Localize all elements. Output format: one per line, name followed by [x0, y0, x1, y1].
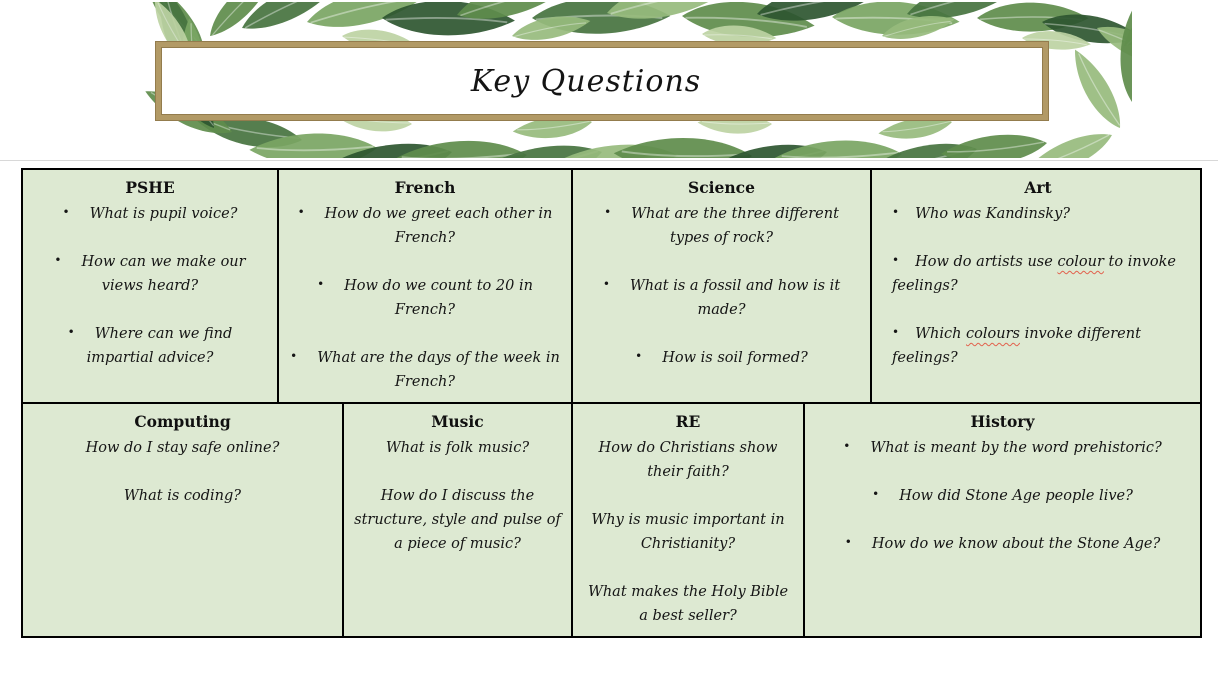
question-item — [882, 322, 1194, 370]
question-text: What are the days of the week in French? — [317, 350, 560, 390]
subject-cell-french — [279, 170, 571, 402]
subject-cell-art — [872, 170, 1200, 402]
question-item — [583, 202, 860, 250]
divider-line — [0, 160, 1218, 161]
subject-header: History — [970, 412, 1035, 431]
question-item: How do I discuss the structure, style and pulse of a piece of music? — [354, 488, 561, 552]
question-text: How do we know about the Stone Age? — [871, 536, 1161, 552]
subject-cell-re — [573, 404, 803, 636]
question-item: What makes the Holy Bible a best seller? — [587, 584, 789, 624]
question-item — [289, 274, 561, 322]
subject-header: Computing — [134, 412, 231, 431]
banner-leaf-frame — [92, 2, 1132, 158]
subject-header: Science — [688, 178, 755, 197]
question-item — [33, 202, 267, 226]
question-item — [289, 346, 561, 394]
bullet-icon: • — [892, 325, 900, 339]
subject-cell-science — [573, 170, 870, 402]
question-item: How do I stay safe online? — [85, 440, 280, 456]
subject-header: Music — [431, 412, 484, 431]
question-text: What are the three different types of rock? — [631, 206, 839, 246]
question-text: How do artists use colour to invoke feelings? — [892, 254, 1176, 294]
title-box — [156, 42, 1048, 120]
bullet-icon: • — [635, 349, 643, 363]
question-text: How do we greet each other in French? — [324, 206, 553, 246]
question-item — [882, 250, 1194, 298]
bullet-icon: • — [844, 535, 852, 549]
question-item — [583, 346, 860, 370]
question-text: Who was Kandinsky? — [915, 206, 1071, 222]
bullet-icon: • — [67, 325, 75, 339]
question-item — [33, 250, 267, 298]
bullet-icon: • — [602, 277, 610, 291]
question-item — [583, 274, 860, 322]
question-text: What is pupil voice? — [89, 206, 238, 222]
bullet-icon: • — [892, 253, 900, 267]
question-text: Where can we find impartial advice? — [86, 326, 233, 366]
question-text: How can we make our views heard? — [81, 254, 246, 294]
question-item — [815, 484, 1190, 508]
question-item — [289, 202, 561, 250]
subject-cell-pshe — [23, 170, 277, 402]
question-text: What is a fossil and how is it made? — [629, 278, 841, 318]
table-row-top — [23, 170, 1200, 402]
subject-header: Art — [1024, 178, 1052, 197]
bullet-icon: • — [872, 487, 880, 501]
misspelled-word: colour — [1057, 254, 1104, 270]
subject-cell-music — [344, 404, 571, 636]
question-text: Which colours invoke different feelings? — [892, 326, 1141, 366]
question-item: What is folk music? — [385, 440, 530, 456]
question-text: How do we count to 20 in French? — [344, 278, 533, 318]
subject-header: RE — [675, 412, 701, 431]
bullet-icon: • — [54, 253, 62, 267]
question-item: Why is music important in Christianity? — [591, 512, 785, 552]
question-item: What is coding? — [123, 488, 242, 504]
question-text: How did Stone Age people live? — [899, 488, 1133, 504]
bullet-icon: • — [892, 205, 900, 219]
bullet-icon: • — [297, 205, 305, 219]
bullet-icon: • — [62, 205, 70, 219]
question-item: How do Christians show their faith? — [598, 440, 778, 480]
question-item — [882, 202, 1194, 226]
question-text: What is meant by the word prehistoric? — [870, 440, 1162, 456]
bullet-icon: • — [604, 205, 612, 219]
question-text: How is soil formed? — [662, 350, 808, 366]
question-item — [815, 532, 1190, 556]
bullet-icon: • — [290, 349, 298, 363]
subject-header: PSHE — [125, 178, 175, 197]
page-title: Key Questions — [470, 63, 702, 99]
misspelled-word: colours — [966, 326, 1020, 342]
question-item — [815, 436, 1190, 460]
table-row-bottom — [23, 404, 1200, 636]
bullet-icon: • — [317, 277, 325, 291]
subject-cell-history — [805, 404, 1200, 636]
key-questions-table — [21, 168, 1202, 638]
bullet-icon: • — [843, 439, 851, 453]
subject-header: French — [394, 178, 456, 197]
subject-cell-computing — [23, 404, 342, 636]
question-item — [33, 322, 267, 370]
